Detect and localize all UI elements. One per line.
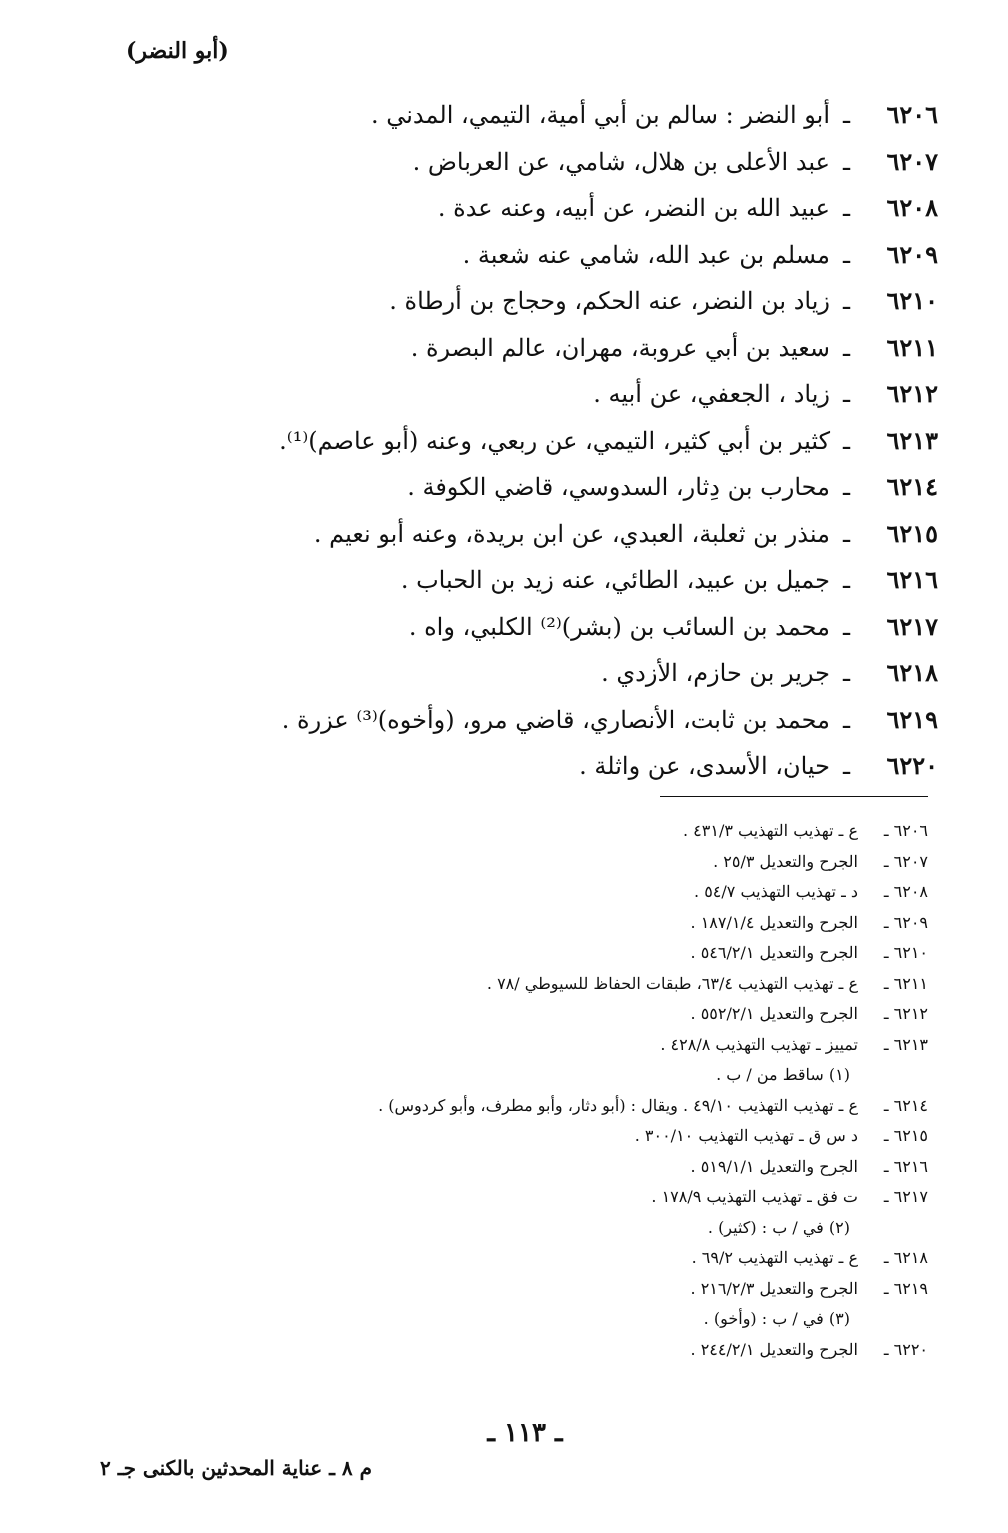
entry-text: حيان، الأسدى، عن واثلة . — [579, 752, 830, 780]
entry-text: أبو النضر : سالم بن أبي أمية، التيمي، المدني . — [370, 101, 830, 129]
entry-text: محمد بن ثابت، الأنصاري، قاضي مرو، (وأخوه)⁽³⁾ عزرة . — [281, 705, 830, 734]
list-item — [118, 92, 938, 139]
entry-dash: ـ — [842, 101, 850, 129]
list-item — [118, 511, 938, 558]
list-item — [118, 697, 938, 744]
entry-dash: ـ — [842, 519, 850, 548]
footnote-text: ع ـ تهذيب التهذيب ٤٩/١٠ . ويقال : (أبو دثار، وأبو مطرف، وأبو كردوس) . — [378, 1095, 858, 1115]
entry-dash: ـ — [842, 240, 850, 269]
footnote-number: ٦٢١٦ ـ — [883, 1156, 928, 1176]
footnote-text: الجرح والتعديل ٢٤٤/٢/١ . — [690, 1339, 858, 1359]
footnote-number: ٦٢٢٠ ـ — [883, 1339, 928, 1359]
footnote-separator — [660, 796, 928, 797]
footnotes-list — [168, 816, 928, 1365]
footnote-number: ٦٢١٨ ـ — [883, 1248, 928, 1267]
entry-number: ٦٢١٣ — [886, 425, 938, 455]
footnote-text: الجرح والتعديل ٥١٩/١/١ . — [690, 1156, 858, 1176]
list-item — [118, 232, 938, 279]
footnote-row — [168, 938, 928, 969]
entry-dash: ـ — [842, 705, 850, 734]
footnote-text: ع ـ تهذيب التهذيب ٦٣/٤، طبقات الحفاظ للسيوطي /٧٨ . — [486, 973, 858, 993]
list-item — [118, 464, 938, 511]
entry-dash: ـ — [842, 147, 850, 176]
entry-number: ٦٢١٨ — [886, 658, 938, 687]
list-item — [118, 557, 938, 604]
entry-text: عبيد الله بن النضر، عن أبيه، وعنه عدة . — [437, 194, 830, 222]
footnote-row — [168, 1121, 928, 1152]
entry-number: ٦٢٠٦ — [886, 100, 938, 129]
footnote-text: الجرح والتعديل ٥٤٦/٢/١ . — [690, 943, 858, 962]
running-header: (أبو النضر) — [126, 38, 229, 64]
footnote-row — [168, 1243, 928, 1274]
signature-line: م ٨ ـ عناية المحدثين بالكنى جـ ٢ — [100, 1456, 373, 1480]
entry-dash: ـ — [842, 380, 850, 408]
footnote-row — [168, 847, 928, 878]
footnote-text: (٣) في / ب : (وأخو) . — [703, 1309, 850, 1328]
entry-number: ٦٢٠٩ — [886, 239, 938, 269]
entry-text: زياد ، الجعفي، عن أبيه . — [593, 380, 830, 408]
entry-text: محمد بن السائب بن (بشر)⁽²⁾ الكلبي، واه . — [408, 612, 830, 641]
entry-number: ٦٢٠٨ — [886, 193, 938, 222]
footnote-row — [168, 908, 928, 939]
list-item — [118, 418, 938, 465]
footnote-number: ٦٢١٧ ـ — [883, 1187, 928, 1206]
entry-number: ٦٢١٧ — [886, 611, 938, 641]
entry-text: جميل بن عبيد، الطائي، عنه زيد بن الحباب . — [400, 566, 830, 594]
footnote-number: ٦٢١١ ـ — [883, 973, 928, 993]
footnote-number: ٦٢١٠ ـ — [883, 943, 928, 962]
footnote-text: الجرح والتعديل ٢١٦/٢/٣ . — [690, 1278, 858, 1298]
list-item — [118, 604, 938, 651]
footnote-row — [168, 1304, 928, 1335]
entry-text: منذر بن ثعلبة، العبدي، عن ابن بريدة، وعنه أبو نعيم . — [313, 519, 830, 548]
footnote-number: ٦٢٠٧ ـ — [883, 851, 928, 871]
entry-dash: ـ — [842, 752, 850, 780]
list-item — [118, 185, 938, 232]
entry-text: سعيد بن أبي عروبة، مهران، عالم البصرة . — [410, 333, 830, 362]
footnote-number: ٦٢٠٨ ـ — [883, 882, 928, 901]
footnote-number: ٦٢١٢ ـ — [883, 1004, 928, 1023]
entry-text: كثير بن أبي كثير، التيمي، عن ربعي، وعنه (أبو عاصم)⁽¹⁾. — [279, 426, 830, 455]
footnote-row — [168, 877, 928, 908]
list-item — [118, 650, 938, 697]
page-number: ـ ١١٣ ـ — [487, 1418, 563, 1448]
footnote-row — [168, 1182, 928, 1213]
footnote-text: الجرح والتعديل ٢٥/٣ . — [713, 851, 858, 871]
entry-dash: ـ — [842, 473, 850, 501]
entry-text: عبد الأعلى بن هلال، شامي، عن العرباض . — [412, 147, 830, 176]
entry-number: ٦٢١٢ — [886, 379, 938, 408]
footnote-text: تمييز ـ تهذيب التهذيب ٤٢٨/٨ . — [660, 1034, 858, 1054]
footnote-number: ٦٢١٤ ـ — [883, 1095, 928, 1115]
footnote-row — [168, 1091, 928, 1122]
entry-number: ٦٢١٤ — [886, 472, 938, 501]
footnote-row — [168, 1213, 928, 1244]
footnote-text: (٢) في / ب : (كثير) . — [707, 1217, 850, 1237]
footnote-row — [168, 1060, 928, 1091]
footnote-text: ت فق ـ تهذيب التهذيب ١٧٨/٩ . — [651, 1187, 858, 1206]
entry-dash: ـ — [842, 194, 850, 222]
entry-text: مسلم بن عبد الله، شامي عنه شعبة . — [462, 240, 830, 269]
entry-number: ٦٢٢٠ — [886, 751, 938, 780]
footnote-text: (١) ساقط من / ب . — [716, 1065, 850, 1084]
entry-number: ٦٢١٦ — [886, 565, 938, 594]
list-item — [118, 325, 938, 372]
footnote-text: الجرح والتعديل ٥٥٢/٢/١ . — [690, 1004, 858, 1023]
footnote-text: ع ـ تهذيب التهذيب ٦٩/٢ . — [691, 1248, 858, 1267]
footnote-number: ٦٢٠٩ ـ — [883, 912, 928, 932]
entry-dash: ـ — [842, 659, 850, 687]
entries-list — [118, 92, 938, 790]
footnote-number: ٦٢١٩ ـ — [883, 1278, 928, 1298]
entry-dash: ـ — [842, 612, 850, 641]
footnote-number: ٦٢٠٦ ـ — [883, 821, 928, 840]
list-item — [118, 371, 938, 418]
footnote-text: الجرح والتعديل ١٨٧/١/٤ . — [690, 912, 858, 932]
footnote-number: ٦٢١٣ ـ — [883, 1034, 928, 1054]
footnote-row — [168, 816, 928, 847]
footnote-row — [168, 1152, 928, 1183]
entry-dash: ـ — [842, 287, 850, 315]
list-item — [118, 139, 938, 186]
footnote-text: ع ـ تهذيب التهذيب ٤٣١/٣ . — [683, 821, 858, 840]
footnote-row — [168, 1030, 928, 1061]
entry-number: ٦٢١٩ — [886, 704, 938, 734]
entry-number: ٦٢١١ — [886, 332, 938, 362]
footnote-row — [168, 1274, 928, 1305]
entry-dash: ـ — [842, 333, 850, 362]
list-item — [118, 278, 938, 325]
footnote-row — [168, 1335, 928, 1366]
entry-number: ٦٢١٥ — [886, 518, 938, 548]
footnote-text: د س ق ـ تهذيب التهذيب ٣٠٠/١٠ . — [634, 1126, 858, 1145]
entry-number: ٦٢١٠ — [886, 286, 938, 315]
footnote-row — [168, 969, 928, 1000]
footnote-number: ٦٢١٥ ـ — [883, 1126, 928, 1145]
entry-text: محارب بن دِثار، السدوسي، قاضي الكوفة . — [407, 473, 830, 501]
entry-dash: ـ — [842, 566, 850, 594]
list-item — [118, 743, 938, 790]
footnote-text: د ـ تهذيب التهذيب ٥٤/٧ . — [694, 882, 858, 901]
entry-text: زياد بن النضر، عنه الحكم، وحجاج بن أرطاة . — [389, 287, 830, 315]
footnote-row — [168, 999, 928, 1030]
entry-dash: ـ — [842, 426, 850, 455]
entry-text: جرير بن حازم، الأزدي . — [601, 659, 830, 687]
entry-number: ٦٢٠٧ — [886, 146, 938, 176]
